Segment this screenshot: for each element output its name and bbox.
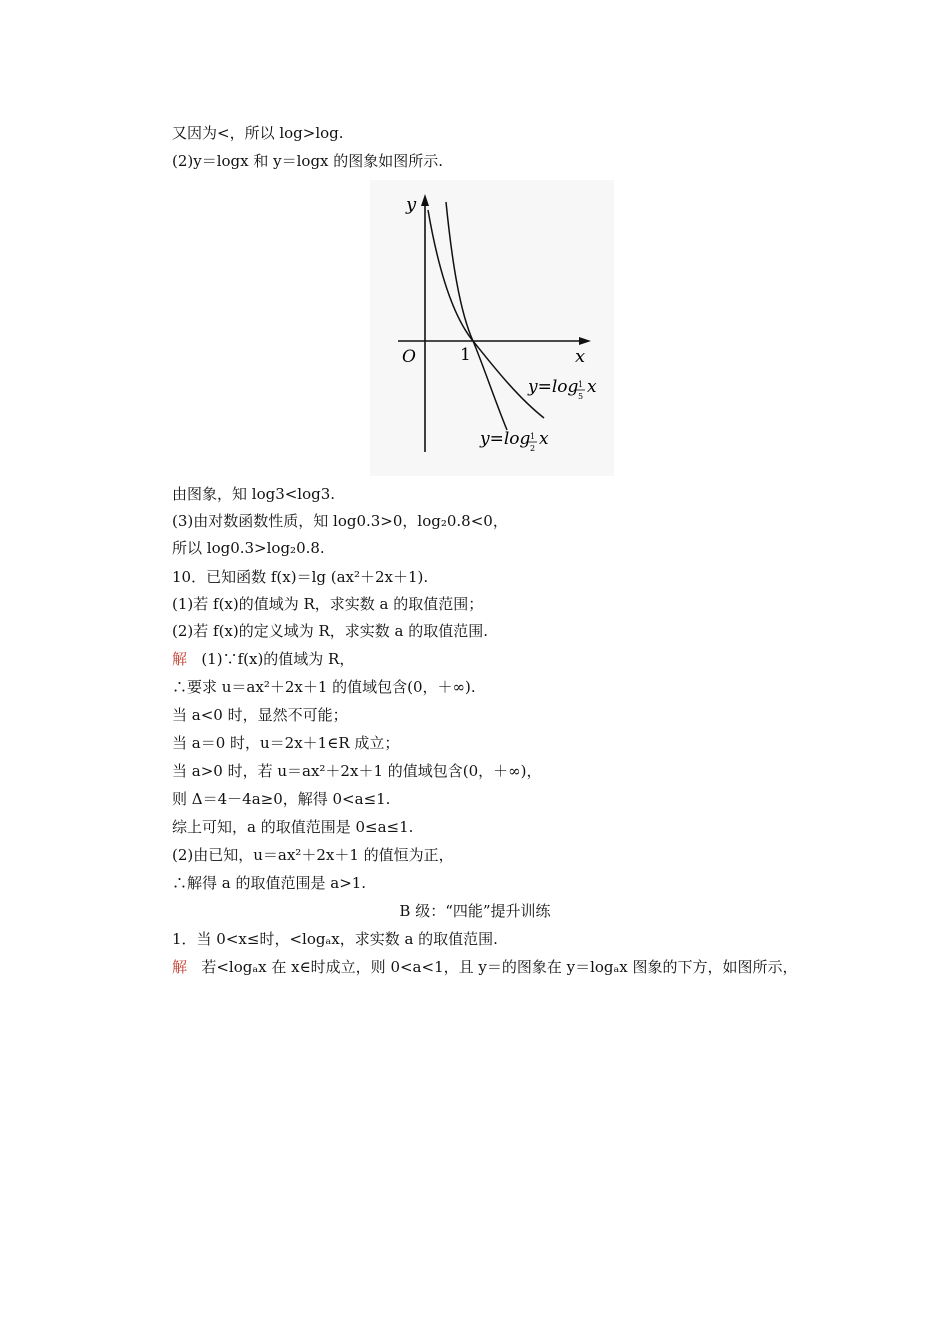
text-line: (2)若 f(x)的定义域为 R，求实数 a 的取值范围. xyxy=(172,622,489,640)
problem-10-statement: 10．已知函数 f(x)＝lg (ax²＋2x＋1). xyxy=(172,568,429,586)
svg-text:x: x xyxy=(539,429,549,449)
curve-label-one-half xyxy=(479,429,549,453)
svg-text:2: 2 xyxy=(530,444,536,453)
svg-text:y=log: y=log xyxy=(528,377,579,397)
y-axis-arrow xyxy=(421,194,429,206)
origin-label: O xyxy=(402,347,416,367)
text-line: 所以 log0.3>log₂0.8. xyxy=(172,539,325,557)
text-line: 又因为<，所以 log>log. xyxy=(172,124,344,142)
problem-1-statement: 1．当 0<x≤时，<logₐx，求实数 a 的取值范围. xyxy=(172,930,498,948)
text-line: (2)y＝logx 和 y＝logx 的图象如图所示. xyxy=(172,152,444,170)
text-line: 当 a<0 时，显然不可能； xyxy=(172,706,348,724)
svg-text:x: x xyxy=(587,377,597,397)
y-axis-label: y xyxy=(406,194,417,215)
svg-text:y=log: y=log xyxy=(480,429,531,449)
text-span: 若<logₐx 在 x∈时成立，则 0<a<1，且 y＝的图象在 y＝logₐx 图象的下方，如图所示， xyxy=(201,958,798,976)
text-line: 由图象，知 log3<log3. xyxy=(172,485,336,503)
text-line: 则 Δ＝4－4a≥0，解得 0<a≤1. xyxy=(172,790,391,808)
text-line: (2)由已知，u＝ax²＋2x＋1 的值恒为正， xyxy=(172,846,454,864)
solution-tag: 解 xyxy=(172,958,188,976)
solution-line xyxy=(172,648,354,670)
text-line: ∴解得 a 的取值范围是 a>1. xyxy=(172,874,367,892)
text-span: (1)∵f(x)的值域为 R， xyxy=(201,650,355,668)
text-line: 当 a＝0 时，u＝2x＋1∈R 成立； xyxy=(172,734,400,752)
curve-log-one-fifth xyxy=(428,210,544,418)
text-line: (3)由对数函数性质，知 log0.3>0，log₂0.8<0， xyxy=(172,512,508,530)
x-axis-label: x xyxy=(575,346,586,367)
text-line: (1)若 f(x)的值域为 R，求实数 a 的取值范围； xyxy=(172,595,484,613)
text-line: ∴要求 u＝ax²＋2x＋1 的值域包含(0，＋∞). xyxy=(172,678,476,696)
log-graph-svg xyxy=(370,180,614,476)
log-graph-figure xyxy=(370,180,614,476)
svg-text:1: 1 xyxy=(530,432,536,441)
x-axis-arrow xyxy=(579,337,591,345)
solution-line xyxy=(172,956,798,978)
section-heading: B 级：“四能”提升训练 xyxy=(399,902,551,920)
text-line: 综上可知，a 的取值范围是 0≤a≤1. xyxy=(172,818,414,836)
tick-label-one: 1 xyxy=(460,345,471,365)
svg-text:1: 1 xyxy=(578,380,584,389)
curve-log-one-half xyxy=(446,202,507,430)
svg-text:5: 5 xyxy=(578,392,584,401)
solution-tag: 解 xyxy=(172,650,188,668)
text-line: 当 a>0 时，若 u＝ax²＋2x＋1 的值域包含(0，＋∞)， xyxy=(172,762,542,780)
curve-label-one-fifth xyxy=(527,377,597,401)
